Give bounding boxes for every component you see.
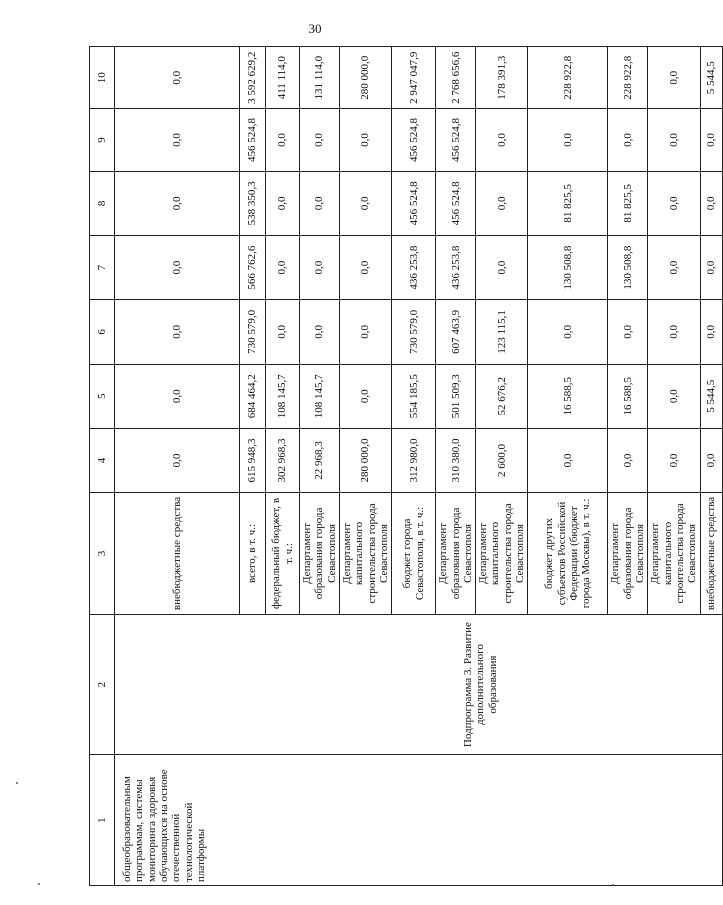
value-cell: 0,0 [300,171,340,235]
value-cell: 501 509,3 [436,364,476,428]
value-cell: 228 922,8 [528,47,608,109]
value-cell: 607 463,9 [436,300,476,364]
value-cell: 456 524,8 [436,109,476,171]
value-cell: 0,0 [115,364,240,428]
value-cell: 566 762,6 [240,235,266,299]
value-cell: 130 508,8 [528,235,608,299]
funding-source-cell: внебюджетные средства [115,493,240,615]
value-cell: 312 980,0 [392,428,436,492]
value-cell: 0,0 [700,428,722,492]
funding-source-cell: Департамент образования города Севастополя [300,493,340,615]
responsible-cell [115,614,240,755]
event-description-cell: общеобразовательным программам, системы мониторинга здоровья обучающихся на основе отечественной технологической платформы [115,755,240,886]
value-cell: 123 115,1 [476,300,528,364]
value-cell: 0,0 [339,235,391,299]
value-cell: 310 380,0 [436,428,476,492]
value-cell: 0,0 [339,171,391,235]
value-cell: 0,0 [648,428,700,492]
value-cell: 0,0 [115,109,240,171]
value-cell: 2 947 047,9 [392,47,436,109]
funding-source-cell: бюджет города Севастополя, в т. ч.: [392,493,436,615]
value-cell: 0,0 [339,109,391,171]
value-cell: 0,0 [339,364,391,428]
funding-source-cell: Департамент капитального строительства города Севастополя [648,493,700,615]
value-cell: 0,0 [339,300,391,364]
value-cell: 81 825,5 [528,171,608,235]
scan-speck [38,883,40,885]
col-header-1: 1 [90,755,115,886]
value-cell: 0,0 [648,300,700,364]
value-cell: 0,0 [700,171,722,235]
value-cell: 0,0 [648,364,700,428]
value-cell: 0,0 [648,109,700,171]
value-cell: 2 600,0 [476,428,528,492]
subprogram-title-cell: Подпрограмма 3. Развитие дополнительного образования [240,614,723,755]
value-cell: 0,0 [115,300,240,364]
funding-source-cell: Департамент капитального строительства города Севастополя [339,493,391,615]
col-header-7: 7 [90,235,115,299]
value-cell: 0,0 [300,109,340,171]
value-cell: 0,0 [266,235,300,299]
value-cell: 0,0 [476,235,528,299]
funding-source-cell: всего, в т. ч.: [240,493,266,615]
col-header-6: 6 [90,300,115,364]
scan-speck [612,884,614,886]
value-cell: 0,0 [476,171,528,235]
funding-source-cell: бюджет других субъектов Российской Федерации (бюджет города Москвы), в т. ч.: [528,493,608,615]
col-header-9: 9 [90,109,115,171]
value-cell: 0,0 [700,235,722,299]
value-cell: 108 145,7 [266,364,300,428]
table-row [240,47,266,886]
value-cell: 456 524,8 [240,109,266,171]
value-cell: 0,0 [648,235,700,299]
value-cell: 538 350,3 [240,171,266,235]
value-cell: 0,0 [115,428,240,492]
col-header-3: 3 [90,493,115,615]
value-cell: 730 579,0 [392,300,436,364]
rotated-table-container [89,46,717,886]
col-header-5: 5 [90,364,115,428]
col-header-2: 2 [90,614,115,755]
value-cell: 3 592 629,2 [240,47,266,109]
table-row [115,47,240,886]
value-cell: 0,0 [528,109,608,171]
funding-source-cell: внебюджетные средства [700,493,722,615]
value-cell: 554 185,5 [392,364,436,428]
value-cell: 0,0 [608,109,648,171]
event-description-cell-empty [240,755,723,886]
value-cell: 0,0 [608,300,648,364]
funding-source-cell: федеральный бюджет, в т. ч.: [266,493,300,615]
value-cell: 0,0 [300,235,340,299]
value-cell: 302 968,3 [266,428,300,492]
value-cell: 0,0 [700,300,722,364]
value-cell: 178 391,3 [476,47,528,109]
funding-source-cell: Департамент образования города Севастополя [608,493,648,615]
value-cell: 0,0 [115,47,240,109]
value-cell: 52 676,2 [476,364,528,428]
value-cell: 0,0 [300,300,340,364]
value-cell: 0,0 [648,47,700,109]
funding-source-cell: Департамент образования города Севастополя [436,493,476,615]
column-number-row [90,47,115,886]
value-cell: 228 922,8 [608,47,648,109]
value-cell: 0,0 [528,300,608,364]
page-number: 30 [308,21,322,36]
value-cell: 0,0 [528,428,608,492]
budget-table [89,46,723,886]
value-cell: 730 579,0 [240,300,266,364]
value-cell: 456 524,8 [392,171,436,235]
value-cell: 0,0 [608,428,648,492]
value-cell: 130 508,8 [608,235,648,299]
value-cell: 684 464,2 [240,364,266,428]
value-cell: 411 114,0 [266,47,300,109]
value-cell: 22 968,3 [300,428,340,492]
value-cell: 5 544,5 [700,47,722,109]
value-cell: 280 000,0 [339,47,391,109]
value-cell: 0,0 [266,171,300,235]
value-cell: 5 544,5 [700,364,722,428]
value-cell: 456 524,8 [392,109,436,171]
col-header-10: 10 [90,47,115,109]
col-header-4: 4 [90,428,115,492]
value-cell: 0,0 [266,109,300,171]
value-cell: 0,0 [115,171,240,235]
value-cell: 0,0 [115,235,240,299]
value-cell: 108 145,7 [300,364,340,428]
value-cell: 436 253,8 [436,235,476,299]
col-header-8: 8 [90,171,115,235]
value-cell: 131 114,0 [300,47,340,109]
value-cell: 280 000,0 [339,428,391,492]
funding-source-cell: Департамент капитального строительства города Севастополя [476,493,528,615]
value-cell: 615 948,3 [240,428,266,492]
value-cell: 0,0 [476,109,528,171]
value-cell: 81 825,5 [608,171,648,235]
value-cell: 0,0 [648,171,700,235]
value-cell: 0,0 [700,109,722,171]
value-cell: 16 588,5 [608,364,648,428]
value-cell: 0,0 [266,300,300,364]
value-cell: 436 253,8 [392,235,436,299]
value-cell: 16 588,5 [528,364,608,428]
scan-speck [16,782,18,784]
value-cell: 2 768 656,6 [436,47,476,109]
value-cell: 456 524,8 [436,171,476,235]
